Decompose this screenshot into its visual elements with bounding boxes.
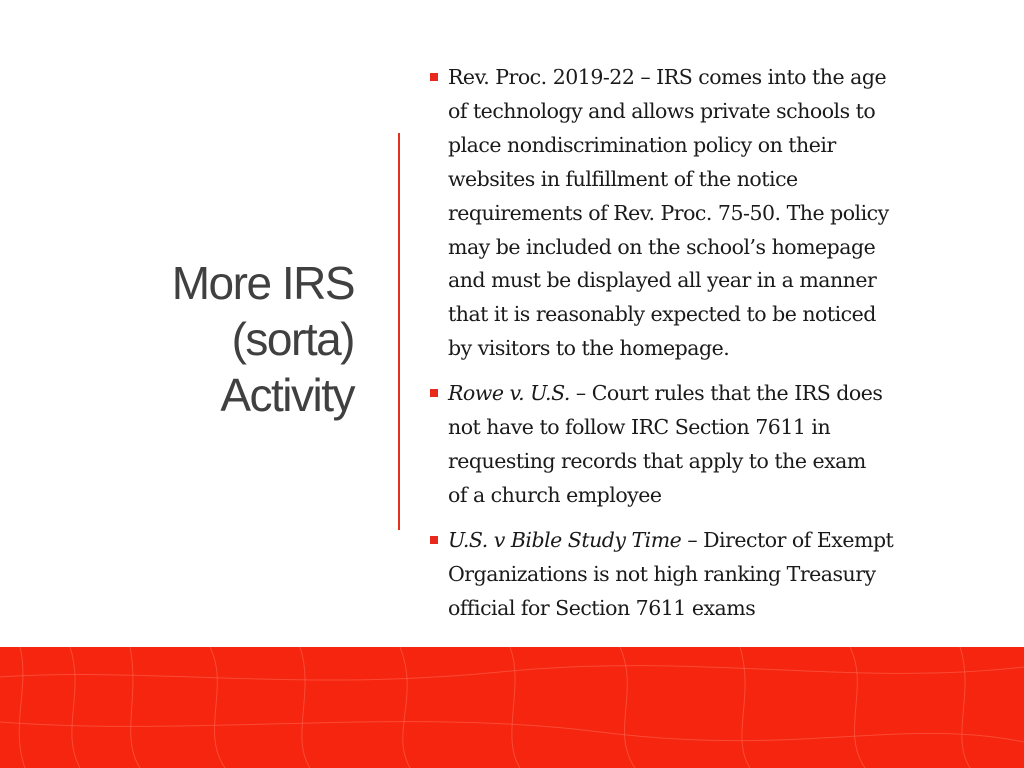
band-curve: [19, 647, 25, 768]
bullet-text-line: requirements of Rev. Proc. 75-50. The policy: [448, 200, 889, 225]
bullet-text-line: not have to follow IRC Section 7611 in: [448, 415, 831, 440]
bullet-text-line: place nondiscrimination policy on their: [448, 132, 836, 157]
vertical-divider: [398, 133, 400, 530]
square-bullet-icon: [430, 389, 438, 397]
bullet-text-line: official for Section 7611 exams: [448, 595, 756, 620]
bullet-text-line: of technology and allows private schools to: [448, 98, 876, 123]
case-name: U.S. v Bible Study Time: [448, 527, 682, 552]
band-curve: [0, 666, 1024, 680]
bullet-text-line: requesting records that apply to the exam: [448, 448, 866, 473]
bullet-text-line: Organizations is not high ranking Treasury: [448, 561, 876, 586]
band-curve: [70, 647, 80, 768]
bullet-text-line: [448, 377, 988, 411]
bullet-text-line: may be included on the school’s homepage: [448, 234, 876, 259]
band-curve: [300, 647, 310, 768]
bullet-text-line: that it is reasonably expected to be noticed: [448, 302, 876, 327]
bullet-text-segment: – Director of Exempt: [681, 527, 894, 552]
footer-decorative-band: [0, 647, 1024, 768]
bullet-text-line: websites in fulfillment of the notice: [448, 166, 798, 191]
bullet-text-line: of a church employee: [448, 482, 662, 507]
band-curve: [130, 647, 140, 768]
slide-title-line: Activity: [220, 369, 354, 421]
square-bullet-icon: [430, 536, 438, 544]
bullet-text-line: by visitors to the homepage.: [448, 336, 730, 361]
band-curve: [210, 647, 225, 768]
bullet-text-line: [448, 524, 988, 558]
square-bullet-icon: [430, 73, 438, 81]
bullet-list: [428, 61, 988, 637]
band-curve: [510, 647, 520, 768]
bullet-text-line: Rev. Proc. 2019-22 – IRS comes into the age: [448, 65, 887, 89]
bullet-item: [428, 377, 988, 513]
bullet-text-line: and must be displayed all year in a manner: [448, 268, 877, 293]
bullet-text-segment: – Court rules that the IRS does: [569, 381, 883, 406]
band-curve: [740, 647, 750, 768]
case-name: Rowe v. U.S.: [448, 381, 570, 406]
bullet-item: [428, 61, 988, 366]
slide-title: [54, 255, 354, 423]
band-curve: [850, 647, 865, 768]
slide-title-line: (sorta): [231, 313, 354, 365]
band-curve: [960, 647, 970, 768]
band-pattern: [0, 647, 1024, 768]
slide-title-line: More IRS: [171, 257, 354, 309]
bullet-item: [428, 524, 988, 626]
band-curve: [400, 647, 410, 768]
